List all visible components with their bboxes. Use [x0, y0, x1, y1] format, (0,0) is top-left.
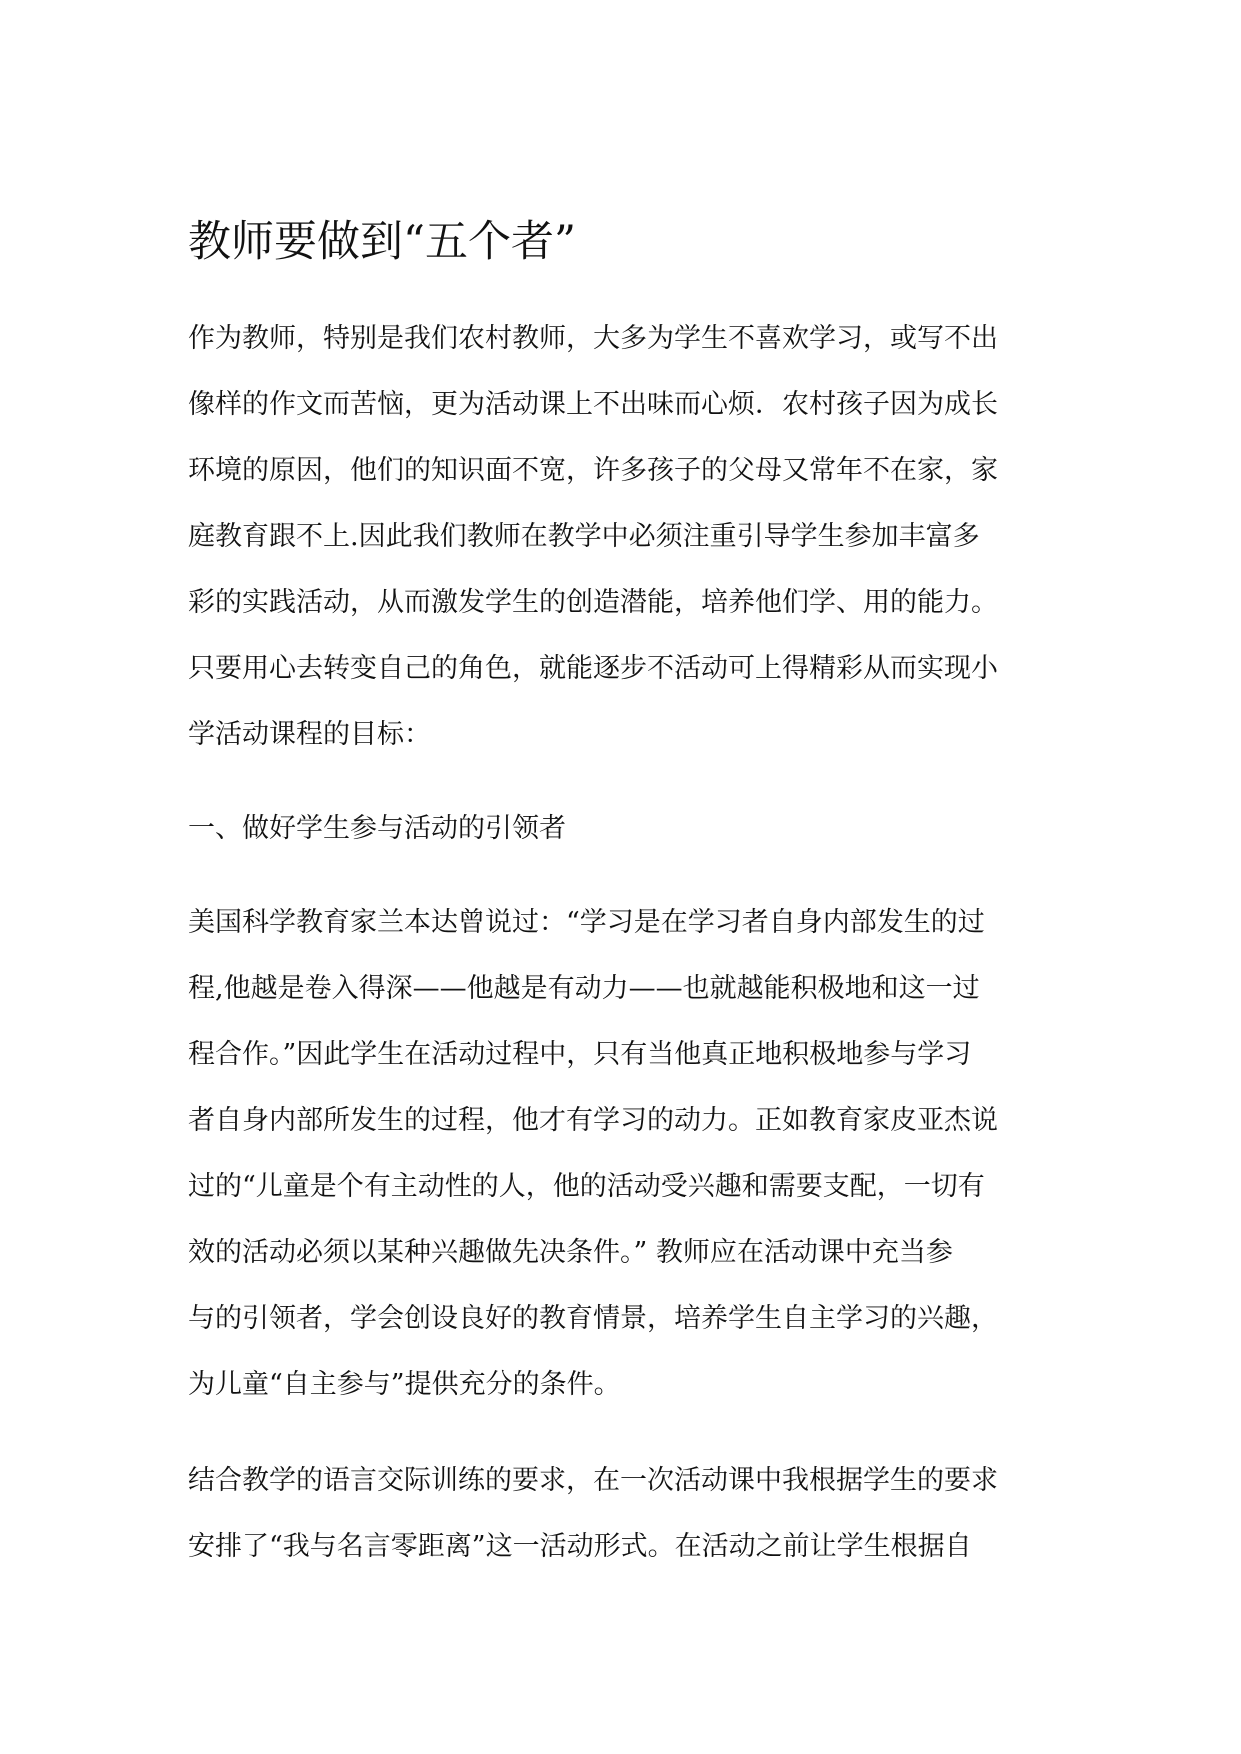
section-heading — [188, 796, 1068, 862]
paragraph-line: 者自身内部所发生的过程，他才有学习的动力。正如教育家皮亚杰说 — [188, 1105, 998, 1136]
paragraph-line: 美国科学教育家兰本达曾说过：“学习是在学习者自身内部发生的过 — [188, 907, 985, 938]
paragraph-line: 庭教育跟不上.因此我们教师在教学中必须注重引导学生参加丰富多 — [188, 521, 980, 552]
section-heading-text: 一、做好学生参与活动的引领者 — [188, 813, 566, 844]
paragraph-line: 程合作。”因此学生在活动过程中，只有当他真正地积极地参与学习 — [188, 1039, 972, 1070]
paragraph-line: 为儿童“自主参与”提供充分的条件。 — [188, 1369, 621, 1400]
paragraph-line: 效的活动必须以某种兴趣做先决条件。” 教师应在活动课中充当参 — [188, 1237, 953, 1268]
paragraph-line: 过的“儿童是个有主动性的人，他的活动受兴趣和需要支配，一切有 — [188, 1171, 985, 1202]
paragraph-line: 作为教师，特别是我们农村教师，大多为学生不喜欢学习，或写不出 — [188, 323, 998, 354]
paragraph-line: 学活动课程的目标： — [188, 719, 431, 750]
paragraph-spacing — [188, 862, 1068, 890]
paragraph-line: 程,他越是卷入得深——他越是有动力——也就越能积极地和这一过 — [188, 973, 980, 1004]
paragraph-quote — [188, 890, 1068, 1418]
paragraph-line: 像样的作文而苦恼，更为活动课上不出味而心烦．农村孩子因为成长 — [188, 389, 998, 420]
title-spacing — [188, 284, 1068, 306]
paragraph-line: 安排了“我与名言零距离”这一活动形式。在活动之前让学生根据自 — [188, 1531, 972, 1562]
paragraph-line: 只要用心去转变自己的角色，就能逐步不活动可上得精彩从而实现小 — [188, 653, 998, 684]
paragraph-line: 结合教学的语言交际训练的要求，在一次活动课中我根据学生的要求 — [188, 1465, 998, 1496]
paragraph-line: 环境的原因，他们的知识面不宽，许多孩子的父母又常年不在家，家 — [188, 455, 998, 486]
paragraph-line: 彩的实践活动，从而激发学生的创造潜能，培养他们学、用的能力。 — [188, 587, 998, 618]
paragraph-intro — [188, 306, 1068, 768]
document-body — [188, 200, 1068, 1580]
paragraph-spacing — [188, 768, 1068, 796]
paragraph-activity — [188, 1448, 1068, 1580]
paragraph-spacing — [188, 1418, 1068, 1448]
document-title: 教师要做到“五个者” — [188, 217, 576, 267]
paragraph-line: 与的引领者，学会创设良好的教育情景，培养学生自主学习的兴趣， — [188, 1303, 998, 1334]
